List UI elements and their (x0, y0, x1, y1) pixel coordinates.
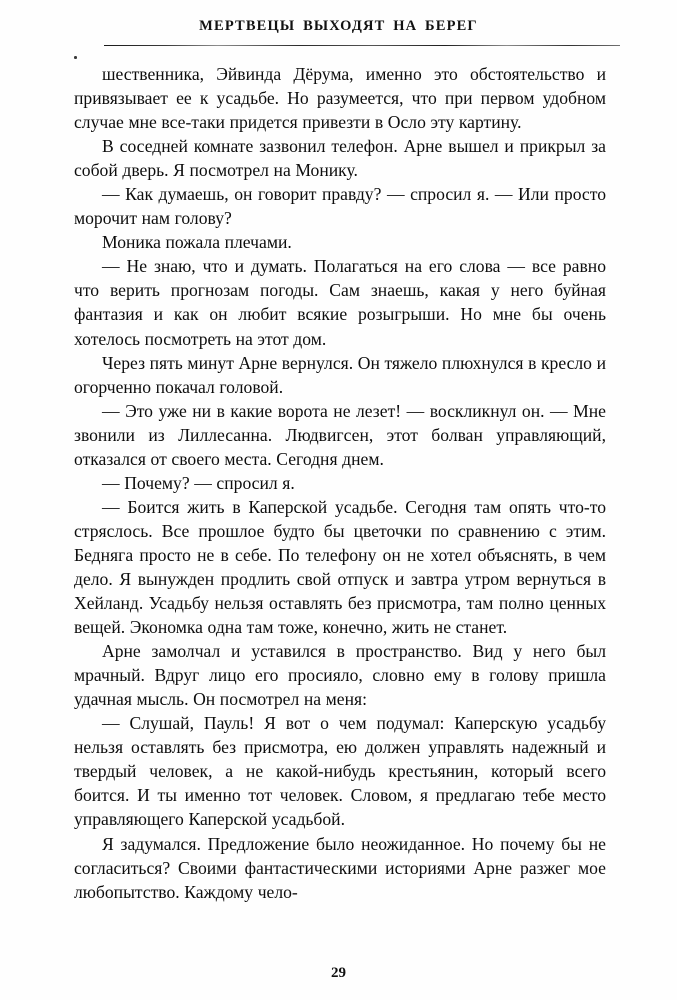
scan-speck-artifact (74, 56, 77, 59)
paragraph: Моника пожала плечами. (102, 232, 292, 253)
paragraph: — Не знаю, что и думать. Полагаться на его слова — все равно что верить прогнозам погоды. Сам знаешь, какая у него буйная фантазия и как он любит всякие розыгрыши. Но мне бы очень хотелось посмотреть на этот дом. (74, 256, 606, 349)
header-rule (104, 45, 620, 46)
paragraph: — Боится жить в Каперской усадьбе. Сегодня там опять что-то стряслось. Все прошлое будто бы цветочки по сравнению с этим. Бедняга просто не в себе. По телефону он не хотел объяснять, в чем дело. Я вынужден продлить свой отпуск и завтра утром вернуться в Хейланд. Усадьбу нельзя оставлять без присмотра, там полно ценных вещей. Экономка одна там тоже, конечно, жить не станет. (74, 496, 606, 638)
paragraph: — Почему? — спросил я. (102, 472, 295, 493)
body-text-column (74, 62, 606, 904)
paragraph: шественника, Эйвинда Дёрума, именно это обстоятельство и привязывает ее к усадьбе. Но разумеется, что при первом удобном случае мне все-таки придется привезти в Осло эту картину. (74, 64, 606, 133)
paragraph: — Слушай, Пауль! Я вот о чем подумал: Каперскую усадьбу нельзя оставлять без присмотра, ею должен управлять надежный и твердый человек, а не какой-нибудь крестьянин, который всего боится. И ты именно тот человек. Словом, я предлагаю тебе место управляющего Каперской усадьбой. (74, 713, 606, 830)
paragraph: — Как думаешь, он говорит правду? — спросил я. — Или просто морочит нам голову? (74, 184, 606, 229)
paragraph: Через пять минут Арне вернулся. Он тяжело плюхнулся в кресло и огорченно покачал головой. (74, 352, 606, 397)
paragraph: — Это уже ни в какие ворота не лезет! — воскликнул он. — Мне звонили из Лиллесанна. Людвигсен, этот болван управляющий, отказался от своего места. Сегодня днем. (74, 400, 606, 469)
page-number: 29 (331, 965, 346, 981)
paragraph: Я задумался. Предложение было неожиданное. Но почему бы не согласиться? Своими фантастическими историями Арне разжег мое любопытство. Каждому чело- (74, 833, 606, 902)
running-head: МЕРТВЕЦЫ ВЫХОДЯТ НА БЕРЕГ (199, 18, 478, 34)
paragraph: Арне замолчал и уставился в пространство. Вид у него был мрачный. Вдруг лицо его просияло, словно ему в голову пришла удачная мысль. Он посмотрел на меня: (74, 641, 606, 710)
paragraph: В соседней комнате зазвонил телефон. Арне вышел и прикрыл за собой дверь. Я посмотрел на Монику. (74, 136, 606, 181)
